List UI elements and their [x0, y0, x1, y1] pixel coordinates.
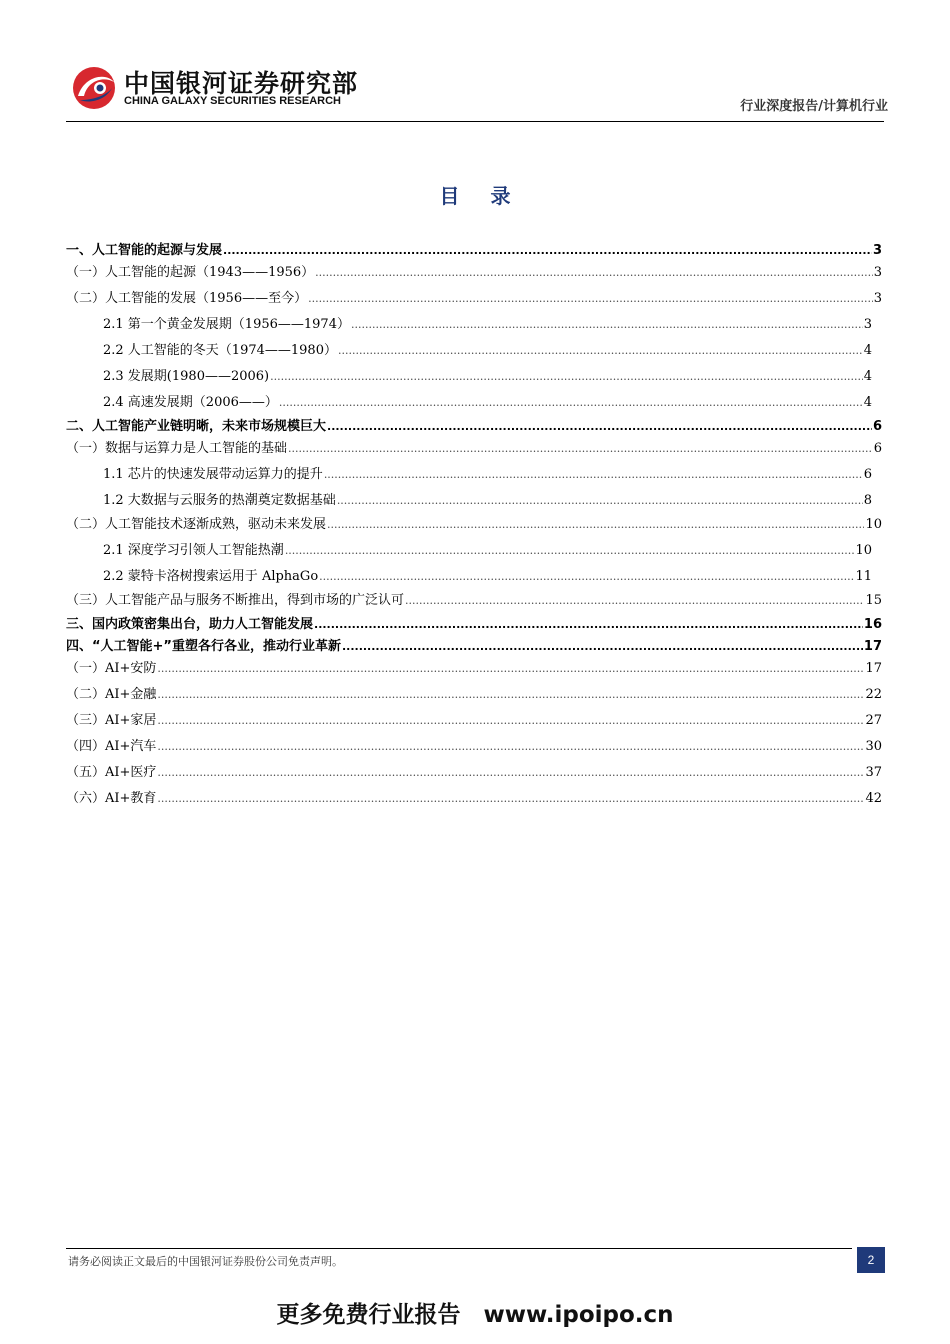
- toc-title: 目 录: [439, 184, 523, 208]
- toc-entry[interactable]: [66, 418, 882, 436]
- header-divider: [66, 121, 884, 122]
- toc-entry[interactable]: [66, 638, 882, 656]
- toc-entry-page: 10: [855, 543, 872, 558]
- toc-entry-page: 4: [863, 395, 872, 410]
- toc-entry[interactable]: [103, 466, 872, 484]
- toc-entry-page: 8: [863, 493, 872, 508]
- toc-entry-page: 6: [872, 419, 882, 434]
- toc-leader-dots: [157, 738, 864, 756]
- toc-entry-page: 3: [873, 291, 882, 306]
- toc-leader-dots: [351, 316, 863, 334]
- toc-entry[interactable]: [66, 660, 882, 678]
- toc-leader-dots: [337, 492, 863, 510]
- toc-leader-dots: [270, 368, 863, 386]
- toc-entry-label: 一、人工智能的起源与发展: [66, 243, 223, 258]
- toc-entry[interactable]: [66, 616, 882, 634]
- toc-leader-dots: [157, 712, 864, 730]
- toc-entry[interactable]: [103, 568, 872, 586]
- toc-entry-page: 3: [873, 265, 882, 280]
- toc-leader-dots: [405, 592, 864, 610]
- toc-entry-page: 37: [865, 765, 882, 780]
- toc-entry[interactable]: [66, 440, 882, 458]
- toc-entry[interactable]: [103, 394, 872, 412]
- toc-entry-label: 2.3 发展期(1980——2006): [103, 369, 270, 384]
- toc-entry-page: 3: [863, 317, 872, 332]
- toc-entry-label: （四）AI+汽车: [66, 739, 157, 754]
- page-header: [0, 0, 950, 125]
- watermark-banner[interactable]: 更多免费行业报告 www.ipoipo.cn: [276, 1302, 674, 1328]
- toc-leader-dots: [157, 686, 864, 704]
- toc-entry-label: 2.2 蒙特卡洛树搜索运用于 AlphaGo: [103, 569, 319, 584]
- toc-entry-label: 2.2 人工智能的冬天（1974——1980）: [103, 343, 337, 358]
- toc-entry[interactable]: [103, 492, 872, 510]
- page-number: 2: [857, 1247, 885, 1273]
- toc-entry-label: 四、“人工智能+”重塑各行各业，推动行业革新: [66, 639, 341, 654]
- toc-entry[interactable]: [66, 592, 882, 610]
- toc-leader-dots: [285, 542, 855, 560]
- brand-name-cn: 中国银河证券研究部: [124, 69, 359, 98]
- toc-entry-label: 2.4 高速发展期（2006——）: [103, 395, 278, 410]
- toc-entry[interactable]: [66, 790, 882, 808]
- toc-leader-dots: [288, 440, 873, 458]
- toc-entry-label: 2.1 第一个黄金发展期（1956——1974）: [103, 317, 350, 332]
- toc-entry-label: 三、国内政策密集出台，助力人工智能发展: [66, 617, 314, 632]
- toc-entry-label: （五）AI+医疗: [66, 765, 157, 780]
- toc-entry-page: 30: [865, 739, 882, 754]
- toc-entry-page: 6: [863, 467, 872, 482]
- toc-entry-label: （二）人工智能技术逐渐成熟，驱动未来发展: [66, 517, 327, 532]
- toc-entry[interactable]: [66, 290, 882, 308]
- toc-entry-page: 3: [872, 243, 882, 258]
- toc-entry-page: 11: [855, 569, 872, 584]
- toc-entry-page: 6: [873, 441, 882, 456]
- toc-entry-label: 二、人工智能产业链明晰，未来市场规模巨大: [66, 419, 327, 434]
- toc-entry-label: 2.1 深度学习引领人工智能热潮: [103, 543, 284, 558]
- report-type: 行业深度报告/计算机行业: [740, 99, 888, 114]
- toc-leader-dots: [338, 342, 863, 360]
- toc-entry[interactable]: [66, 516, 882, 534]
- toc-entry-page: 27: [865, 713, 882, 728]
- toc-entry-label: 1.1 芯片的快速发展带动运算力的提升: [103, 467, 323, 482]
- toc-entry[interactable]: [66, 686, 882, 704]
- toc-entry-label: （一）AI+安防: [66, 661, 157, 676]
- toc-leader-dots: [157, 660, 864, 678]
- toc-entry-label: （三）人工智能产品与服务不断推出，得到市场的广泛认可: [66, 593, 405, 608]
- toc-entry-page: 10: [865, 517, 882, 532]
- toc-leader-dots: [327, 418, 872, 436]
- toc-entry-page: 42: [865, 791, 882, 806]
- toc-entry-label: （二）AI+金融: [66, 687, 157, 702]
- footer-divider: [66, 1248, 852, 1249]
- toc-entry[interactable]: [103, 342, 872, 360]
- toc-entry-label: （六）AI+教育: [66, 791, 157, 806]
- toc-leader-dots: [157, 790, 864, 808]
- toc-entry-page: 16: [863, 617, 882, 632]
- toc-leader-dots: [279, 394, 863, 412]
- toc-entry-label: 1.2 大数据与云服务的热潮奠定数据基础: [103, 493, 336, 508]
- toc-leader-dots: [157, 764, 864, 782]
- toc-entry-page: 4: [863, 369, 872, 384]
- toc-entry-page: 15: [865, 593, 882, 608]
- toc-entry-page: 22: [865, 687, 882, 702]
- toc-leader-dots: [319, 568, 854, 586]
- toc-entry[interactable]: [66, 712, 882, 730]
- toc-leader-dots: [342, 638, 863, 656]
- toc-entry[interactable]: [103, 542, 872, 560]
- toc-entry[interactable]: [66, 264, 882, 282]
- toc-entry-page: 4: [863, 343, 872, 358]
- brand-name-en: CHINA GALAXY SECURITIES RESEARCH: [124, 95, 341, 107]
- toc-entry[interactable]: [103, 316, 872, 334]
- toc-entry-page: 17: [865, 661, 882, 676]
- toc-entry-page: 17: [863, 639, 882, 654]
- toc-entry[interactable]: [66, 738, 882, 756]
- toc-entry-label: （一）人工智能的起源（1943——1956）: [66, 265, 315, 280]
- toc-leader-dots: [308, 290, 873, 308]
- toc-leader-dots: [314, 616, 863, 634]
- footer-disclaimer: 请务必阅读正文最后的中国银河证券股份公司免责声明。: [68, 1255, 343, 1268]
- galaxy-logo-icon: [70, 66, 118, 110]
- toc-entry-label: （二）人工智能的发展（1956——至今）: [66, 291, 308, 306]
- toc-leader-dots: [223, 242, 872, 260]
- toc-leader-dots: [315, 264, 873, 282]
- toc-entry-label: （一）数据与运算力是人工智能的基础: [66, 441, 288, 456]
- toc-leader-dots: [324, 466, 863, 484]
- toc-entry-label: （三）AI+家居: [66, 713, 157, 728]
- toc-entry[interactable]: [66, 764, 882, 782]
- toc-leader-dots: [327, 516, 864, 534]
- toc-entry[interactable]: [103, 368, 872, 386]
- toc-entry[interactable]: [66, 242, 882, 260]
